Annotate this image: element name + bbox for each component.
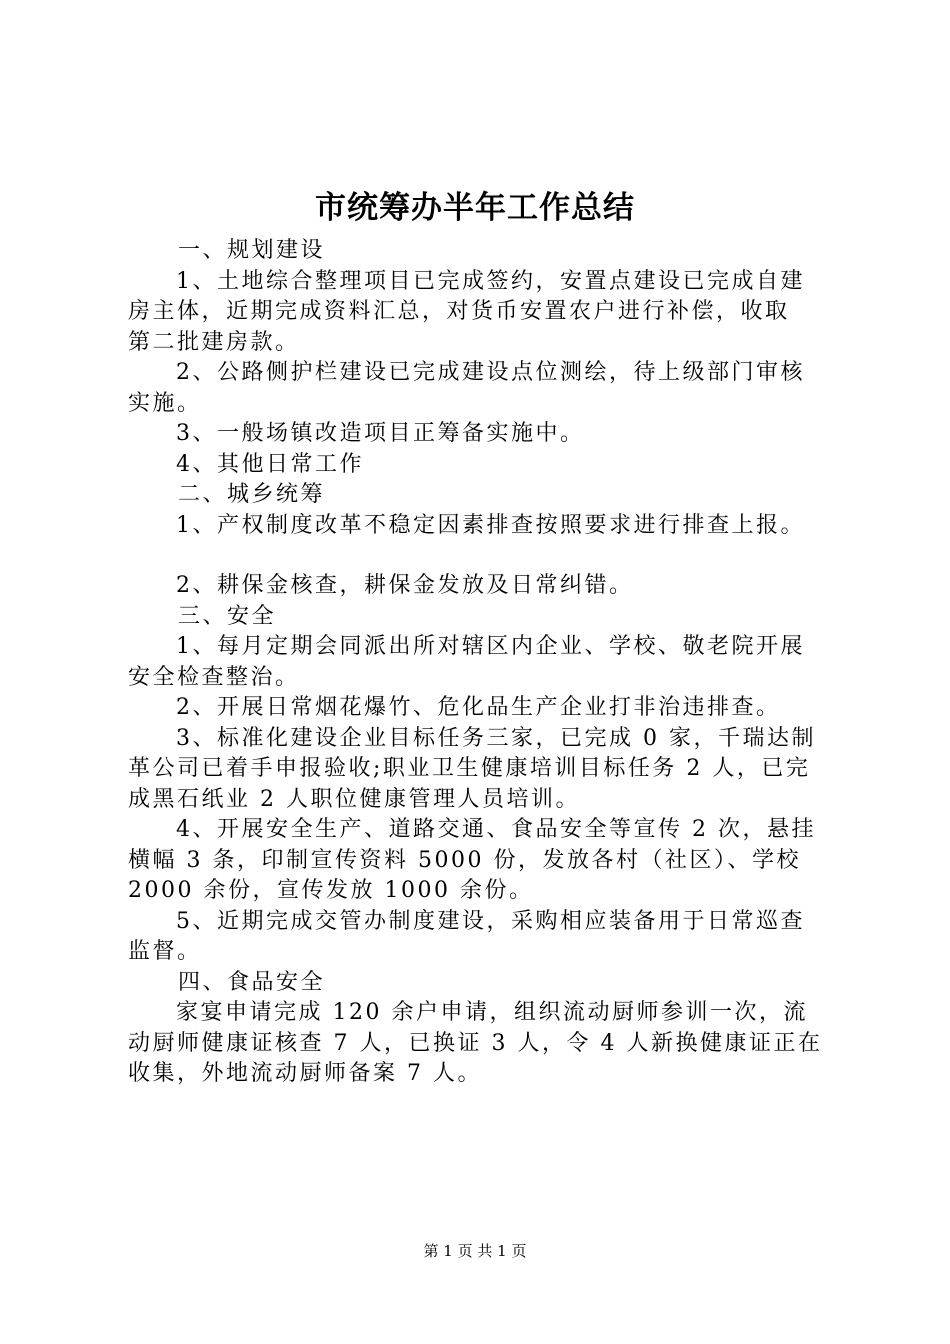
- page-footer: 第 1 页 共 1 页: [423, 1242, 527, 1260]
- paragraph-line: 监督。: [128, 939, 202, 964]
- paragraph-line: 1、土地综合整理项目已完成签约，安置点建设已完成自建: [176, 268, 805, 294]
- section-heading: 一、规划建设: [178, 238, 326, 263]
- section-heading: 三、安全: [178, 603, 277, 629]
- paragraph-line: 1、产权制度改革不稳定因素排查按照要求进行排查上报。: [176, 512, 805, 538]
- section-heading: 二、城乡统筹: [178, 482, 326, 507]
- paragraph-line: 4、开展安全生产、道路交通、食品安全等宣传 2 次，悬挂: [176, 817, 816, 842]
- paragraph-line: 3、标准化建设企业目标任务三家，已完成 0 家，千瑞达制: [176, 725, 816, 751]
- paragraph-line: 成黑石纸业 2 人职位健康管理人员培训。: [128, 786, 580, 812]
- blank-line: [128, 541, 833, 571]
- paragraph-line: 第二批建房款。: [128, 329, 300, 355]
- paragraph-line: 5、近期完成交管办制度建设，采购相应装备用于日常巡查: [176, 908, 805, 934]
- paragraph-line: 4、其他日常工作: [176, 451, 364, 477]
- document-body: [128, 236, 833, 1090]
- paragraph-line: 2、开展日常烟花爆竹、危化品生产企业打非治违排查。: [176, 695, 781, 720]
- paragraph-line: 家宴申请完成 120 余户申请，组织流动厨师参训一次，流: [176, 1000, 808, 1025]
- section-heading: 四、食品安全: [178, 969, 326, 995]
- paragraph-line: 3、一般场镇改造项目正筹备实施中。: [176, 421, 585, 446]
- paragraph-line: 革公司已着手申报验收;职业卫生健康培训目标任务 2 人，已完: [128, 756, 811, 781]
- paragraph-line: 房主体，近期完成资料汇总，对货币安置农户进行补偿，收取: [128, 299, 790, 324]
- document-title: 市统筹办半年工作总结: [315, 190, 635, 226]
- paragraph-line: 1、每月定期会同派出所对辖区内企业、学校、敬老院开展: [176, 634, 805, 659]
- paragraph-line: 安全检查整治。: [128, 664, 300, 690]
- paragraph-line: 收集，外地流动厨师备案 7 人。: [128, 1061, 482, 1086]
- paragraph-line: 2、耕保金核查，耕保金发放及日常纠错。: [176, 573, 634, 598]
- paragraph-line: 2000 余份，宣传发放 1000 余份。: [128, 878, 534, 903]
- paragraph-line: 2、公路侧护栏建设已完成建设点位测绘，待上级部门审核: [176, 360, 805, 385]
- paragraph-line: 实施。: [128, 390, 202, 416]
- paragraph-line: 动厨师健康证核查 7 人，已换证 3 人，令 4 人新换健康证正在: [128, 1030, 823, 1056]
- paragraph-line: 横幅 3 条，印制宣传资料 5000 份，发放各村（社区）、学校: [128, 847, 801, 873]
